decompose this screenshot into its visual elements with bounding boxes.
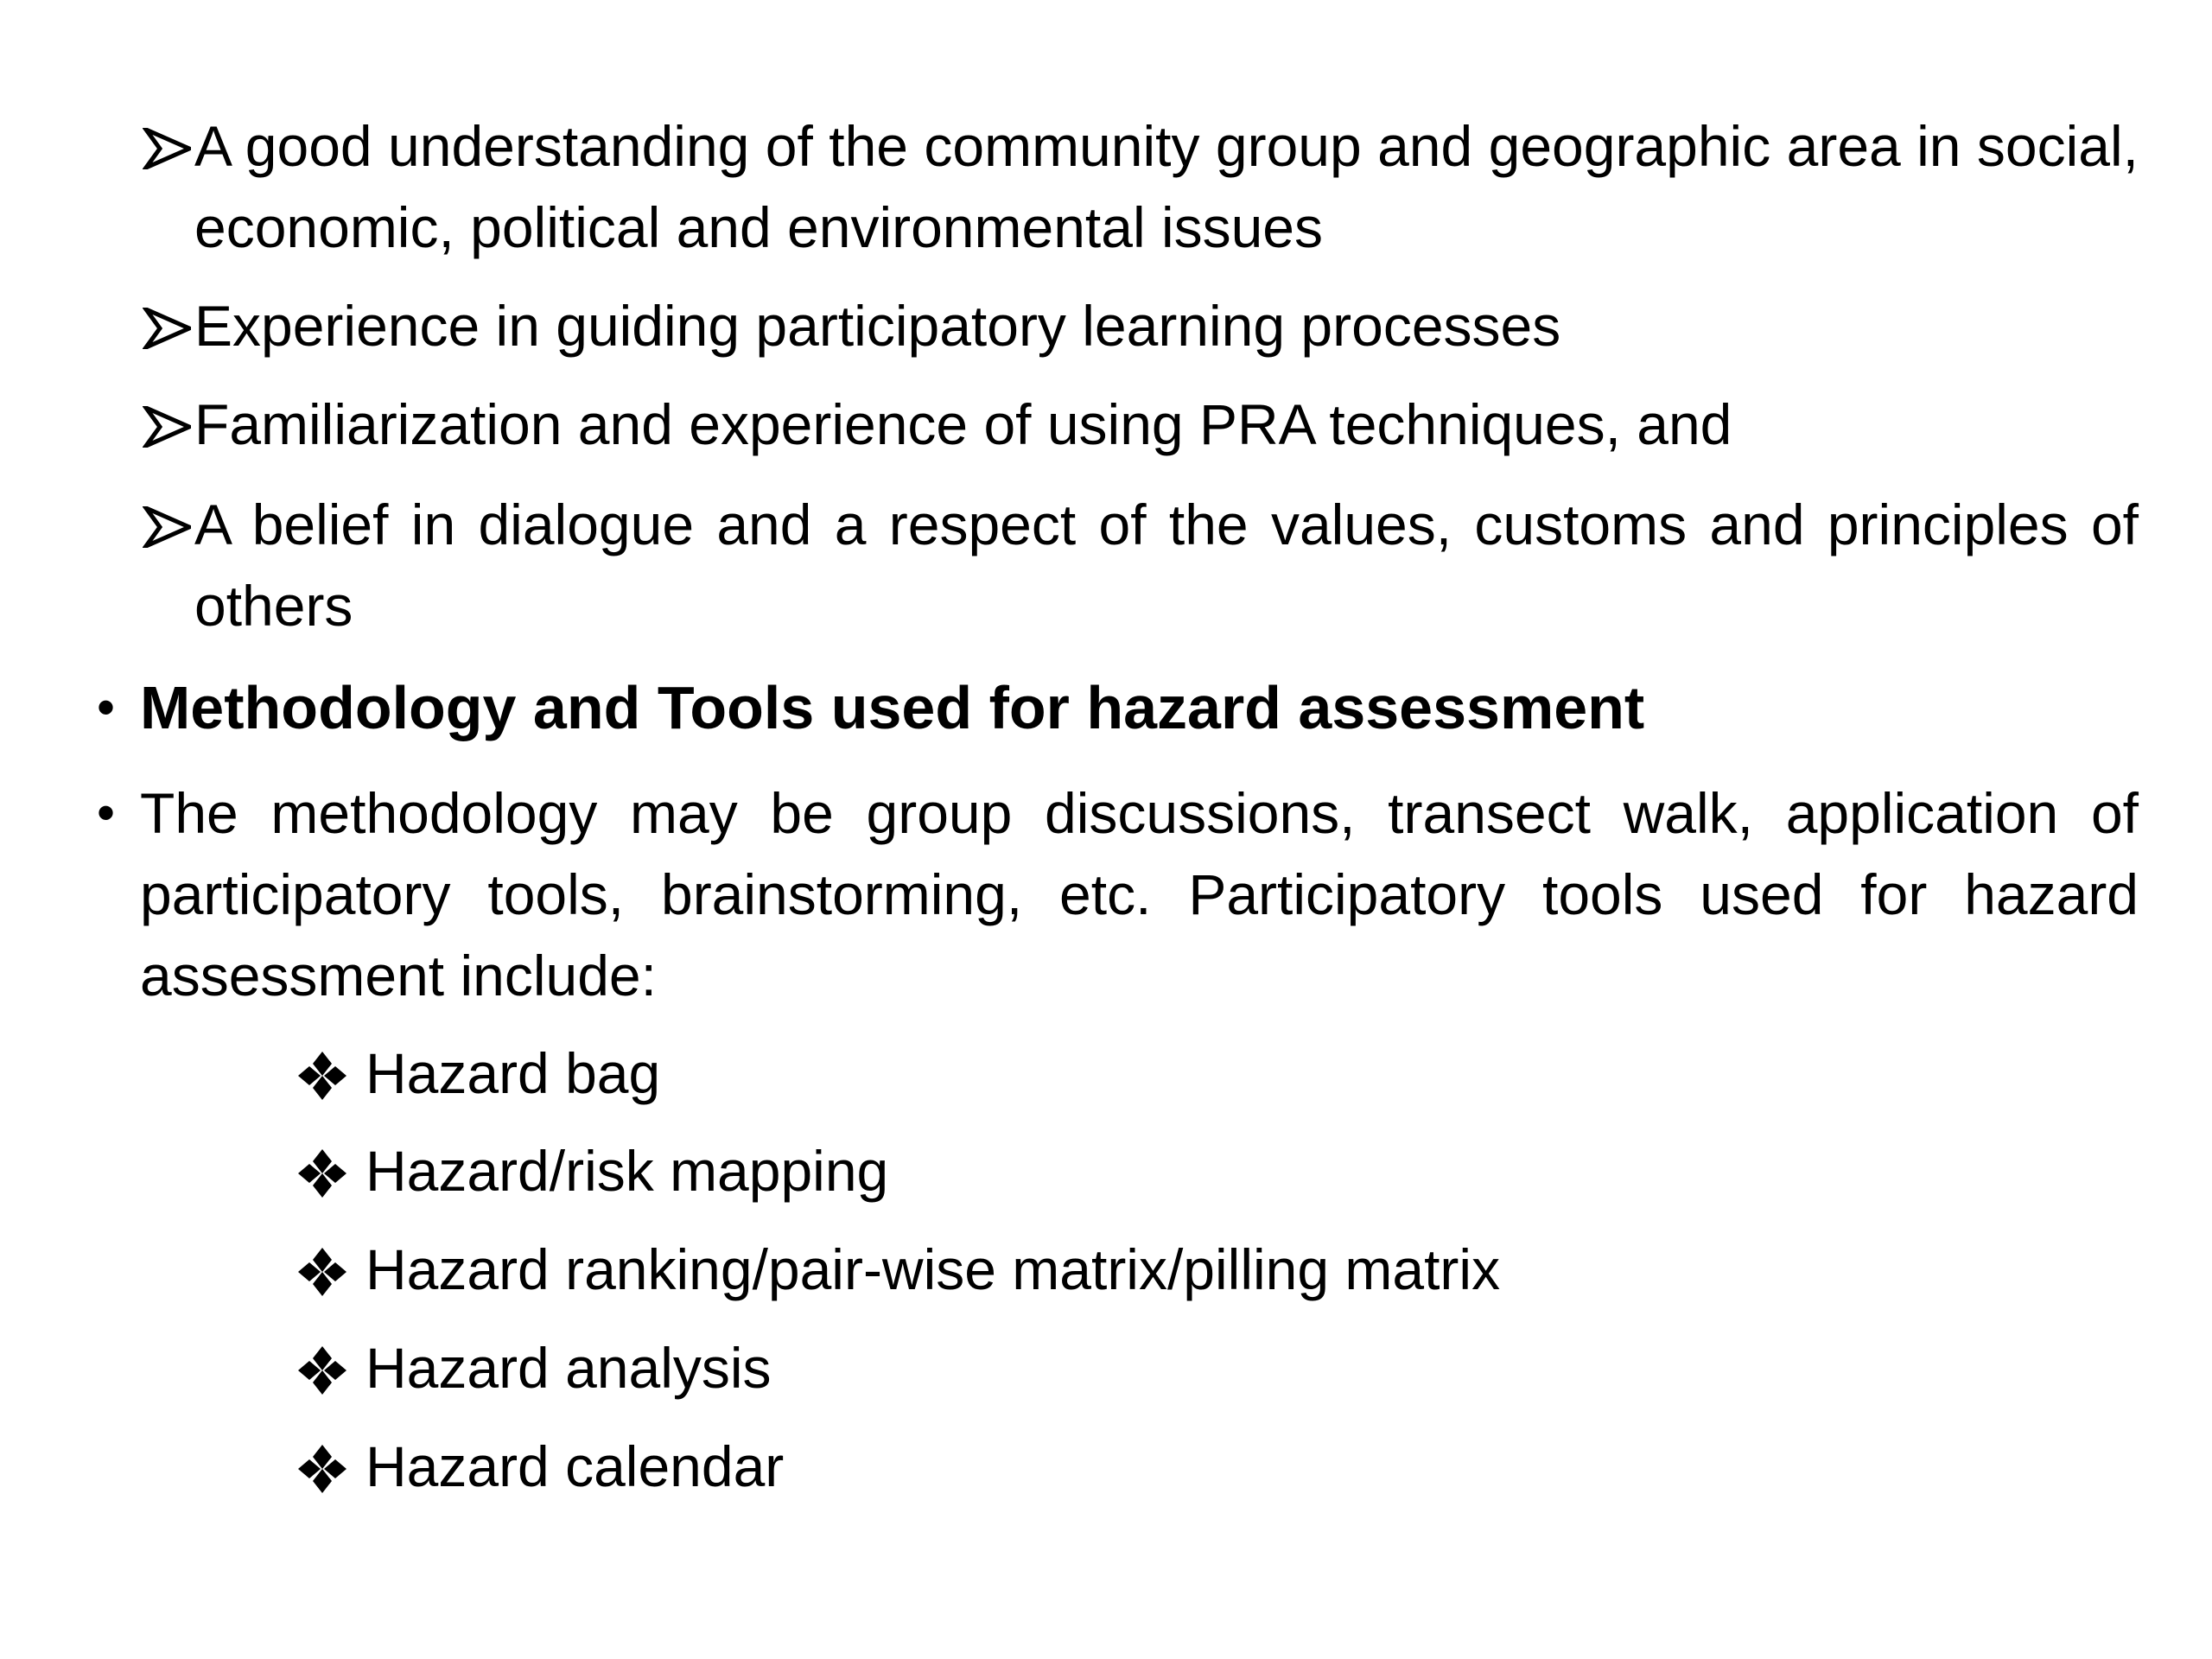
- tool-text: Hazard analysis: [365, 1336, 772, 1400]
- section-heading-item: [97, 667, 2139, 748]
- bullet-icon: •: [97, 678, 116, 736]
- four-diamond-bullet-icon: [296, 1229, 357, 1310]
- methodology-text: The methodology may be group discussions, transect walk, application of participatory tools, brainstorming, etc. Participatory tools used for hazard assessment include:: [140, 781, 2139, 1007]
- tool-item: [296, 1327, 2024, 1408]
- methodology-item: [97, 772, 2139, 1016]
- arrow-bullet-icon: [143, 105, 194, 187]
- tool-text: Hazard ranking/pair-wise matrix/pilling matrix: [365, 1237, 1501, 1301]
- arrow-bullet-icon: [143, 484, 194, 565]
- tool-text: Hazard bag: [365, 1041, 661, 1105]
- tool-item: [296, 1130, 2024, 1211]
- tool-text: Hazard/risk mapping: [365, 1139, 889, 1203]
- sub-bullet-text: Familiarization and experience of using PRA techniques, and: [194, 392, 1732, 456]
- bullet-icon: •: [97, 784, 116, 842]
- sub-bullet-text: A belief in dialogue and a respect of the values, customs and principles of others: [194, 493, 2139, 638]
- sub-bullet-item: [143, 484, 2139, 646]
- four-diamond-bullet-icon: [296, 1327, 357, 1408]
- tool-text: Hazard calendar: [365, 1434, 785, 1498]
- tool-item: [296, 1426, 2024, 1507]
- sub-bullet-item: [143, 105, 2139, 268]
- tool-item: [296, 1033, 2024, 1114]
- sub-bullet-text: A good understanding of the community group and geographic area in social, economic, political and environmental issues: [194, 114, 2139, 259]
- section-heading: Methodology and Tools used for hazard assessment: [140, 674, 1645, 741]
- four-diamond-bullet-icon: [296, 1033, 357, 1114]
- sub-bullet-item: [143, 384, 2139, 465]
- four-diamond-bullet-icon: [296, 1130, 357, 1211]
- arrow-bullet-icon: [143, 384, 194, 465]
- tool-item: [296, 1229, 2024, 1310]
- four-diamond-bullet-icon: [296, 1426, 357, 1507]
- sub-bullet-item: [143, 285, 2139, 366]
- sub-bullet-text: Experience in guiding participatory learning processes: [194, 294, 1561, 358]
- arrow-bullet-icon: [143, 285, 194, 366]
